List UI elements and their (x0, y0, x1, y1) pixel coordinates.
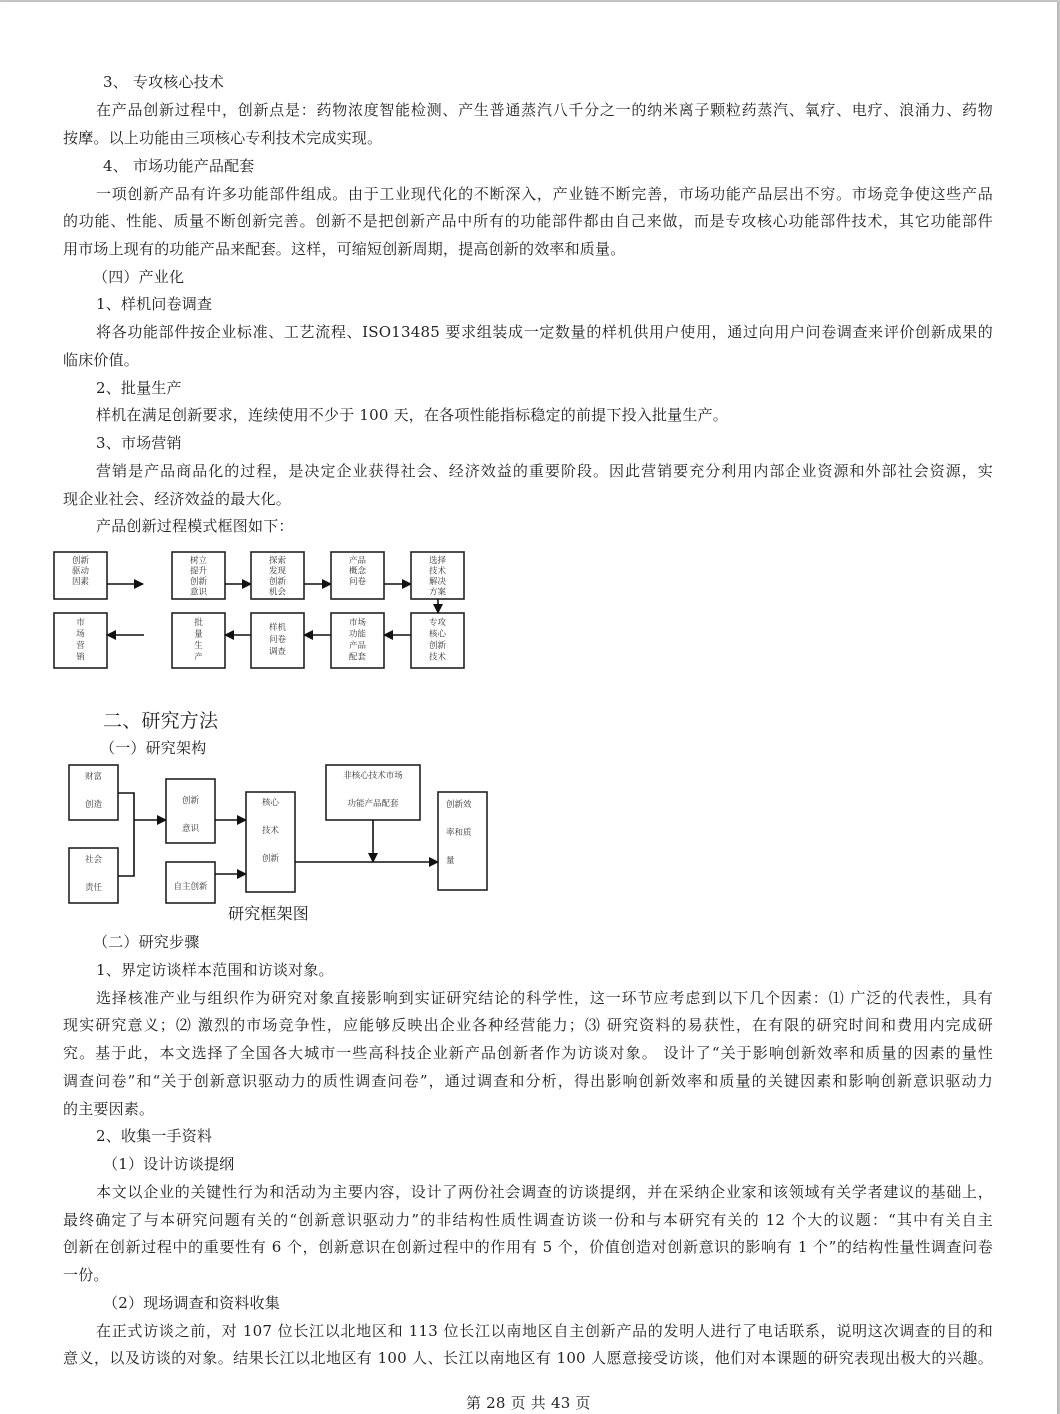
paragraph-line: 一项创新产品有许多功能部件组成。由于工业现代化的不断深入，产业链不断完善，市场功能产品层出不穷。市场竞争使这些产品 (96, 185, 993, 203)
framework-box-social-responsibility-label: 社会 (84, 855, 103, 865)
framework-box-non-core-tech-label: 功能产品配套 (347, 799, 399, 809)
paragraph-line: 调查问卷”和“关于创新意识驱动力的质性调查问卷”，通过调查和分析，得出影响创新效率和质量的关键因素和影响创新意识驱动力 (63, 1072, 993, 1090)
process-step-box-label: 因素 (71, 577, 90, 587)
process-step-box-label: 功能 (348, 629, 367, 640)
framework-box-innovation-efficiency-label: 创新效 (446, 800, 472, 810)
process-step-box-label: 选择 (428, 556, 447, 566)
process-step-box-label: 专攻 (428, 618, 447, 628)
process-step-box-label: 探索 (268, 556, 287, 566)
process-step-box-label: 产 (194, 652, 203, 663)
paragraph-line: 样机在满足创新要求，连续使用不少于 100 天，在各项性能指标稳定的前提下投入批量生产。 (96, 406, 728, 424)
framework-box-innovation-efficiency-label: 率和质 (446, 828, 472, 838)
framework-box-wealth-creation-label: 财富 (84, 772, 103, 782)
process-step-box-label: 创新 (71, 556, 90, 566)
heading-step1: 1、界定访谈样本范围和访谈对象。 (96, 961, 334, 979)
paragraph-line: 究。基于此，本文选择了全国各大城市一些高科技企业新产品创新者作为访谈对象。 设计了“关于影响创新效率和质量的因素的量性 (63, 1044, 993, 1062)
process-step-box-label: 产品 (348, 641, 367, 651)
paragraph-line: 临床价值。 (63, 351, 140, 369)
connector-line (118, 793, 134, 876)
process-step-box-label: 配套 (348, 652, 367, 663)
paragraph-line: 本文以企业的关键性行为和活动为主要内容，设计了两份社会调查的访谈提纲，并在采纳企业家和该领域有关学者建议的基础上， (96, 1183, 993, 1201)
diagram-intro: 产品创新过程模式框图如下： (96, 517, 294, 535)
paragraph-line: 现企业社会、经济效益的最大化。 (63, 490, 292, 508)
process-step-box-label: 概念 (348, 566, 367, 577)
process-step-box-label: 样机 (268, 623, 287, 633)
paragraph-line: 将各功能部件按企业标准、工艺流程、ISO13485 要求组装成一定数量的样机供用户使用，通过向用户问卷调查来评价创新成果的 (96, 323, 993, 341)
process-step-box-label: 场 (76, 629, 85, 640)
process-step-box-label: 技术 (428, 566, 447, 577)
paragraph-line: 用市场上现有的功能产品来配套。这样，可缩短创新周期，提高创新的效率和质量。 (63, 240, 626, 258)
heading-step2-2: （2）现场调查和资料收集 (103, 1294, 280, 1312)
paragraph-line: 意义，以及访谈的对象。结果长江以北地区有 100 人、长江以南地区有 100 人愿意接受访谈，他们对本课题的研究表现出极大的兴趣。 (63, 1349, 993, 1367)
framework-box-core-tech-innovation-label: 核心 (261, 798, 280, 808)
framework-box-non-core-tech (326, 765, 420, 820)
process-step-box-label: 市 (76, 618, 85, 628)
framework-box-core-tech-innovation-label: 技术 (261, 826, 280, 836)
paragraph-line: 的主要因素。 (63, 1100, 155, 1118)
framework-box-core-tech-innovation-label: 创新 (261, 854, 280, 864)
process-step-box-label: 产品 (348, 556, 367, 566)
process-step-box-label: 创新 (428, 641, 447, 651)
process-step-box-label: 方案 (428, 587, 447, 598)
process-step-box-label: 驱动 (71, 566, 90, 577)
process-step-box-label: 发现 (268, 566, 287, 577)
framework-box-social-responsibility (69, 848, 118, 903)
framework-box-independent-innovation (166, 862, 215, 903)
paragraph-line: 现实研究意义；⑵ 激烈的市场竞争性，应能够反映出企业各种经营能力；⑶ 研究资料的易获性，在有限的研究时间和费用内完成研 (63, 1016, 993, 1034)
heading-research-framework: （一）研究架构 (100, 739, 207, 757)
paragraph-line: 按摩。以上功能由三项核心专利技术完成实现。 (63, 129, 383, 147)
diagram-caption: 研究框架图 (228, 904, 310, 923)
paragraph-line: 选择核准产业与组织作为研究对象直接影响到实证研究结论的科学性，这一环节应考虑到以下几个因素：⑴ 广泛的代表性，具有 (96, 989, 993, 1007)
heading-industrialization: （四）产业化 (93, 268, 185, 286)
process-step-box-label: 意识 (189, 587, 208, 598)
process-step-box-label: 创新 (189, 577, 208, 587)
page-number: 第 28 页 共 43 页 (466, 1394, 591, 1412)
process-step-box-label: 生 (194, 641, 203, 651)
paragraph-line: 营销是产品商品化的过程，是决定企业获得社会、经济效益的重要阶段。因此营销要充分利用内部企业资源和外部社会资源，实 (96, 462, 993, 480)
framework-box-independent-innovation-label: 自主创新 (173, 882, 208, 892)
process-step-box-label: 核心 (428, 629, 447, 640)
chapter-heading-research-methods: 二、研究方法 (103, 710, 219, 732)
heading-research-steps: （二）研究步骤 (93, 933, 200, 951)
document-page (0, 2, 1057, 1414)
framework-box-social-responsibility-label: 责任 (84, 883, 103, 893)
heading-core-tech: 3、 专攻核心技术 (103, 73, 225, 91)
process-step-box-label: 营 (76, 641, 85, 651)
paragraph-line: 创新在创新过程中的重要性有 6 个，创新意识在创新过程中的作用有 5 个，价值创造对创新意识的影响有 1 个”的结构性量性调查问卷 (63, 1238, 993, 1256)
research-framework-diagram (0, 2, 1057, 922)
framework-box-non-core-tech-label: 非核心技术市场 (343, 771, 403, 781)
framework-box-core-tech-innovation (246, 792, 295, 892)
paragraph-line: 一份。 (63, 1266, 109, 1284)
process-step-box-label: 提升 (189, 566, 208, 577)
heading-step2-1: （1）设计访谈提纲 (103, 1155, 235, 1173)
framework-box-innovation-awareness-label: 意识 (181, 824, 200, 834)
paragraph-line: 在正式访谈之前，对 107 位长江以北地区和 113 位长江以南地区自主创新产品的发明人进行了电话联系，说明这次调查的目的和 (96, 1322, 993, 1340)
process-step-box-label: 调查 (268, 647, 287, 657)
paragraph-line: 在产品创新过程中，创新点是：药物浓度智能检测、产生普通蒸汽八千分之一的纳米离子颗粒药蒸汽、氧疗、电疗、浪涌力、药物 (96, 101, 993, 119)
framework-box-innovation-efficiency-label: 量 (446, 856, 455, 866)
process-step-box-label: 机会 (268, 587, 287, 598)
heading-step2: 2、收集一手资料 (96, 1127, 213, 1145)
paragraph-line: 最终确定了与本研究问题有关的“创新意识驱动力”的非结构性质性调查访谈一份和与本研究有关的 12 个大的议题：“其中有关自主 (63, 1211, 993, 1229)
process-step-box-label: 问卷 (348, 577, 367, 587)
process-step-box-label: 解决 (428, 577, 447, 587)
process-step-box-label: 量 (194, 629, 203, 640)
process-step-box-label: 销 (76, 652, 85, 663)
heading-market-products: 4、 市场功能产品配套 (103, 157, 255, 175)
heading-marketing: 3、市场营销 (96, 434, 182, 452)
framework-box-innovation-awareness-label: 创新 (181, 796, 200, 806)
process-step-box-label: 批 (194, 618, 203, 628)
framework-box-wealth-creation-label: 创造 (84, 800, 103, 810)
framework-box-innovation-awareness (166, 779, 215, 843)
process-step-box-label: 市场 (348, 618, 367, 628)
process-step-box-label: 创新 (268, 577, 287, 587)
framework-box-wealth-creation (69, 765, 118, 820)
heading-mass-production: 2、批量生产 (96, 379, 182, 397)
heading-prototype-survey: 1、样机问卷调查 (96, 295, 213, 313)
process-step-box-label: 技术 (428, 652, 447, 663)
paragraph-line: 的功能、性能、质量不断创新完善。创新不是把创新产品中所有的功能部件都由自己来做，而是专攻核心功能部件技术，其它功能部件 (63, 212, 993, 230)
process-step-box-label: 树立 (189, 556, 208, 566)
framework-box-innovation-efficiency (438, 792, 487, 890)
process-step-box-label: 问卷 (268, 635, 287, 645)
